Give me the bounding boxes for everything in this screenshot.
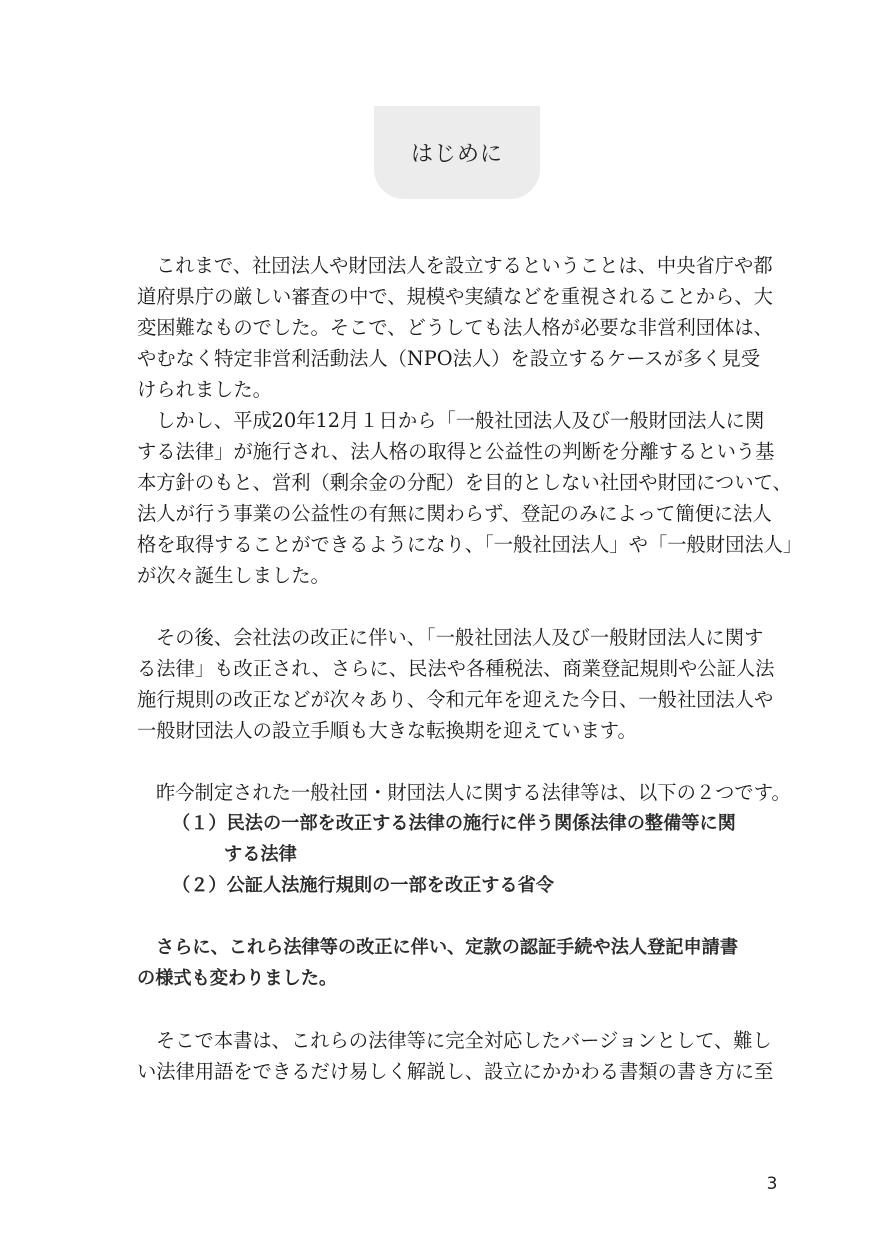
- text-line: 昨今制定された一般社団・財団法人に関する法律等は、以下の２つです。: [156, 781, 791, 804]
- emphasis-line: さらに、これら法律等の改正に伴い、定款の認証手続や法人登記申請書: [156, 937, 739, 958]
- paragraph-gap: [137, 591, 778, 622]
- text-line: い法律用語をできるだけ易しく解説し、設立にかかわる書類の書き方に至: [137, 1060, 774, 1083]
- paragraph-gap: [137, 901, 778, 932]
- text-line: けられました。: [137, 378, 272, 401]
- text-line: 格を取得することができるようになり、「一般社団法人」や「一般財団法人」: [137, 533, 803, 556]
- text-line: そこで本書は、これらの法律等に完全対応したバージョンとして、難し: [156, 1029, 772, 1052]
- chapter-title-tab: [374, 106, 540, 199]
- text-line: が次々誕生しました。: [137, 564, 330, 587]
- list-item-2: （２）公証人法施行規則の一部を改正する省令: [172, 875, 554, 896]
- text-line: その後、会社法の改正に伴い、「一般社団法人及び一般財団法人に関す: [156, 626, 764, 649]
- text-line: する法律」が施行され、法人格の取得と公益性の判断を分離するという基: [137, 440, 775, 463]
- page-number: 3: [766, 1174, 778, 1194]
- text-line: 変困難なものでした。そこで、どうしても法人格が必要な非営利団体は、: [137, 316, 773, 339]
- text-line: 本方針のもと、営利（剰余金の分配）を目的としない社団や財団について、: [137, 471, 792, 494]
- text-line: 法人が行う事業の公益性の有無に関わらず、登記のみによって簡便に法人: [137, 502, 772, 525]
- text-line: やむなく特定非営利活動法人（NPO法人）を設立するケースが多く見受: [137, 347, 761, 370]
- list-item-1-continuation: する法律: [224, 844, 297, 865]
- text-line: しかし、平成20年12月１日から「一般社団法人及び一般財団法人に関: [156, 409, 765, 432]
- paragraph-gap: [137, 746, 778, 777]
- emphasis-line: の様式も変わりました。: [137, 968, 338, 989]
- text-line: 道府県庁の厳しい審査の中で、規模や実績などを重視されることから、大: [137, 285, 773, 308]
- text-line: 施行規則の改正などが次々あり、令和元年を迎えた今日、一般社団法人や: [137, 688, 774, 711]
- text-line: る法律」も改正され、さらに、民法や各種税法、商業登記規則や公証人法: [137, 657, 775, 680]
- chapter-title: はじめに: [410, 142, 503, 167]
- text-line: これまで、社団法人や財団法人を設立するということは、中央省庁や都: [156, 254, 773, 277]
- list-item-1: （１）民法の一部を改正する法律の施行に伴う関係法律の整備等に関: [172, 813, 736, 834]
- text-line: 一般財団法人の設立手順も大きな転換期を迎えています。: [137, 719, 637, 742]
- paragraph-gap: [137, 994, 778, 1025]
- body-text: [137, 250, 803, 1087]
